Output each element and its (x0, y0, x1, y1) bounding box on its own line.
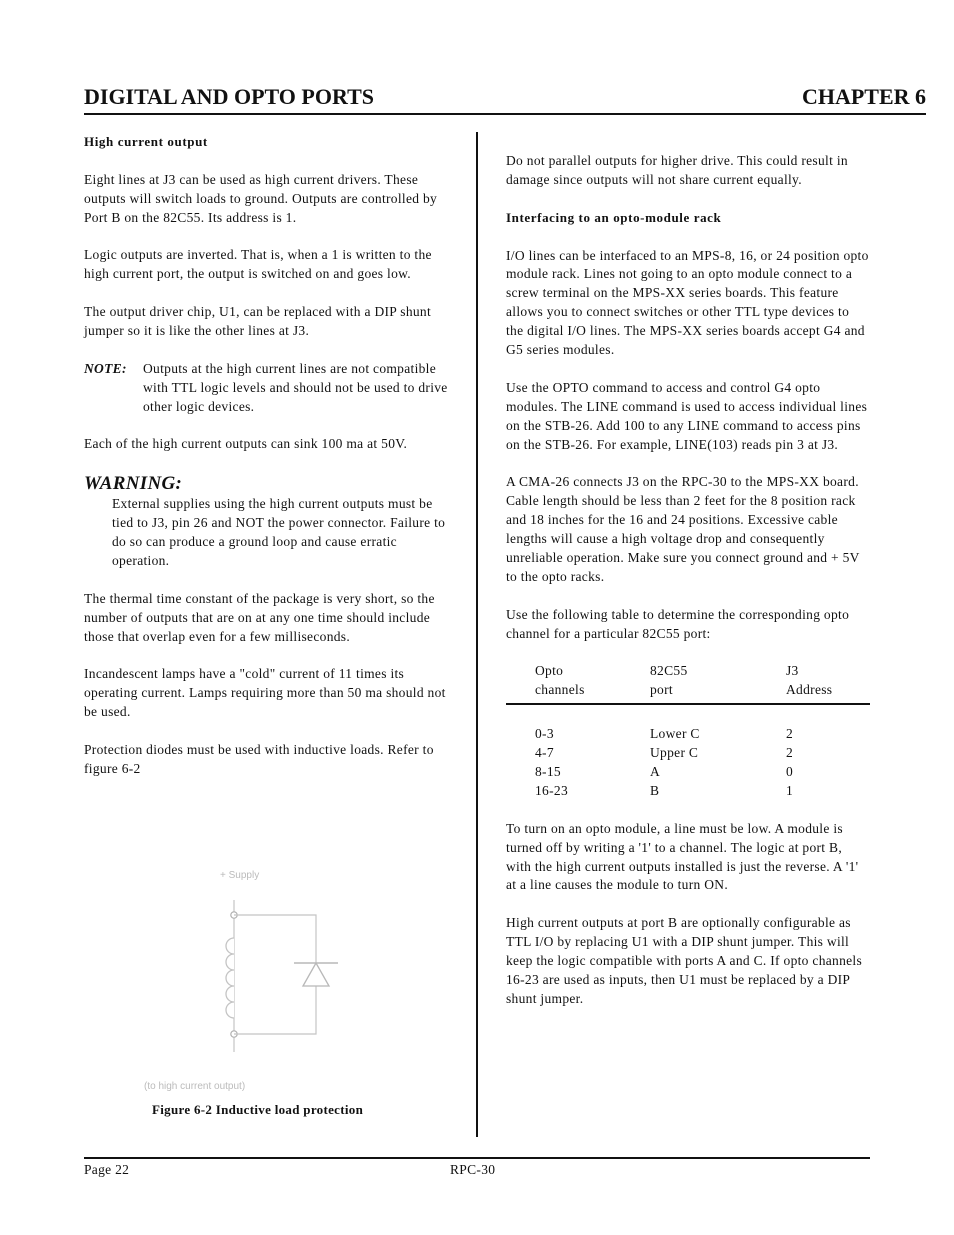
table-cell: 2 (786, 726, 794, 742)
table-row (506, 763, 870, 782)
paragraph: The output driver chip, U1, can be replaced with a DIP shunt jumper so it is like the other lines at J3. (84, 304, 432, 339)
table-cell: Upper C (650, 745, 699, 761)
paragraph: A CMA-26 connects J3 on the RPC-30 to the MPS-XX board. Cable length should be less than 2 feet for the 8 position rack and 18 inches for the 16 and 24 positions. Excessive cable lengths will cause a high voltage drop and consequently unreliable operation. Make sure you connect ground and + 5V to the opto racks. (506, 474, 860, 584)
page-number: Page 22 (84, 1162, 130, 1177)
column-header-address: J3 Address (786, 662, 870, 704)
table-cell: 0-3 (535, 726, 554, 742)
right-column (506, 152, 870, 1009)
warning-text: External supplies using the high current outputs must be tied to J3, pin 26 and NOT the power connector. Failure to do so can produce a ground loop and cause erratic operation. (112, 496, 446, 568)
table-cell: 4-7 (535, 745, 554, 761)
table-cell: 1 (786, 782, 794, 798)
opto-channel-table (506, 662, 870, 800)
paragraph: Use the OPTO command to access and control G4 opto modules. The LINE command is used to access individual lines on the STB-26. Add 100 to any LINE command to access pins on the STB-26. For example, LINE(103) reads pin 3 at J3. (506, 379, 868, 452)
left-column (84, 133, 456, 779)
paragraph: Use the following table to determine the corresponding opto channel for a particular 82C55 port: (506, 606, 850, 641)
supply-label: + Supply (220, 870, 260, 881)
header-rule (84, 113, 926, 115)
paragraph: Do not parallel outputs for higher drive. This could result in damage since outputs will not share current equally. (506, 153, 848, 187)
table-header-row (506, 662, 870, 704)
column-header-opto: Opto channels (506, 662, 650, 704)
inductive-load-diagram (140, 862, 360, 1097)
table-cell: Lower C (650, 726, 700, 742)
inductor-coil (226, 938, 234, 1018)
table-cell: 8-15 (535, 764, 561, 779)
note-block (84, 360, 456, 417)
document-name: RPC-30 (450, 1162, 496, 1177)
paragraph: High current outputs at port B are optionally configurable as TTL I/O by replacing U1 with a DIP shunt jumper. This will keep the logic compatible with ports A and C. If opto channels 16-23 are used as inputs, then U1 must be replaced by a DIP shunt jumper. (506, 915, 863, 1006)
chapter-title: DIGITAL AND OPTO PORTS (84, 84, 374, 109)
paragraph: Logic outputs are inverted. That is, when a 1 is written to the high current port, the output is switched on and goes low. (84, 247, 432, 282)
diode-branch (234, 915, 316, 1034)
note-text: Outputs at the high current lines are not compatible with TTL logic levels and should not be used to drive other logic devices. (143, 360, 448, 414)
paragraph: Each of the high current outputs can sink 100 ma at 50V. (84, 436, 408, 452)
section-heading-opto-rack: Interfacing to an opto-module rack (506, 209, 722, 225)
table-cell: 16-23 (535, 782, 568, 798)
paragraph: Protection diodes must be used with inductive loads. Refer to figure 6-2 (84, 741, 434, 776)
paragraph: Eight lines at J3 can be used as high current drivers. These outputs will switch loads to ground. Outputs are controlled by Port B on the 82C55. Its address is 1. (84, 171, 438, 225)
figure-caption: Figure 6-2 Inductive load protection (152, 1102, 364, 1117)
table-row (506, 704, 870, 744)
table-cell: B (650, 782, 660, 798)
note-label: NOTE: (84, 360, 127, 376)
diode-icon (303, 963, 329, 986)
table-cell: 2 (786, 745, 794, 761)
paragraph: To turn on an opto module, a line must be low. A module is turned off by writing a '1' to a channel. The logic at port B, with the high current outputs installed is just the reverse. A '1' at a line causes the module to turn ON. (506, 820, 859, 893)
chapter-number: CHAPTER 6 (801, 84, 926, 109)
paragraph: Incandescent lamps have a "cold" current of 11 times its operating current. Lamps requiring more than 50 ma should not be used. (84, 666, 446, 720)
column-header-port: 82C55 port (650, 662, 786, 704)
table-row (506, 782, 870, 801)
footer-rule (84, 1157, 870, 1159)
table-cell: A (650, 764, 661, 779)
table-cell: 0 (786, 764, 794, 779)
table-row (506, 744, 870, 763)
paragraph: I/O lines can be interfaced to an MPS-8, 16, or 24 position opto module rack. Lines not going to an opto module connect to a screw terminal on the MPS-XX series boards. This feature allows you to connect switches or other TTL type devices to the digital I/O lines. The MPS-XX series boards accept G4 and G5 series modules. (506, 247, 869, 358)
output-label: (to high current output) (144, 1081, 246, 1092)
warning-title: WARNING: (84, 473, 183, 495)
paragraph: The thermal time constant of the package is very short, so the number of outputs that are on at any one time should include those that overlap even for a few milliseconds. (84, 590, 435, 644)
section-heading-high-current: High current output (84, 134, 208, 149)
column-divider (476, 132, 478, 1137)
